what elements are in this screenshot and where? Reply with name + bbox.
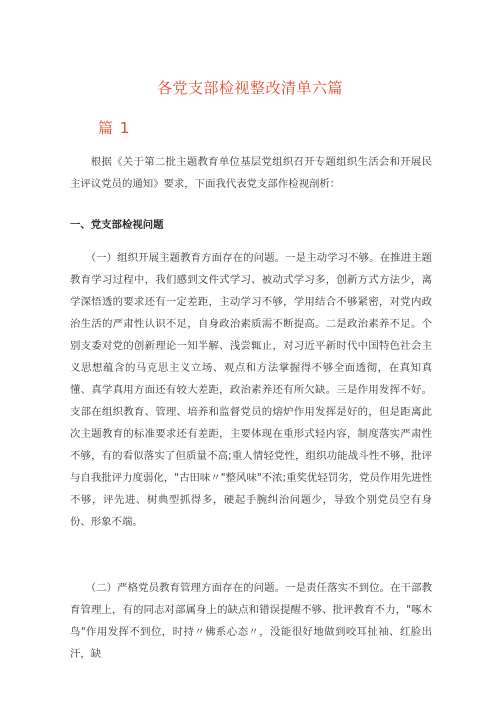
- section-label: 篇 1: [98, 119, 131, 137]
- body-paragraph: （二）严格党员教育管理方面存在的问题。一是责任落实不到位。在干部教育管理上，有的同志对部属身上的缺点和错误提醒不够、批评教育不力，"啄木鸟"作用发挥不到位，时持〃佛系心态〃，没能很好地做到咬耳扯袖、红脸出汗，缺: [70, 582, 432, 660]
- body-paragraph: （一）组织开展主题教育方面存在的问题。一是主动学习不够。在推进主题教育学习过程中，我们感到文件式学习、被动式学习多，创新方式方法少，离学深悟透的要求还有一定差距，主动学习不够，学用结合不够紧密，对党内政治生活的严肃性认识不足，自身政治素质需不断提高。二是政治素养不足。个别支委对党的创新理论一知半解、浅尝辄止，对习近平新时代中国特色社会主义思想蕴含的马克思主义立场、观点和方法掌握得不够全面透彻，在真知真懂、真学真用方面还有较大差距，政治素养还有所欠缺。三是作用发挥不好。支部在组织教育、管理、培养和监督党员的熔炉作用发挥是好的，但是距离此次主题教育的标准要求还有差距，主要体现在重形式轻内容，制度落实严肃性不够，有的看似落实了但质量不高;重人情轻党性，组织功能战斗性不够，批评与自我批评力度弱化，"古田味〃"整风味"不浓;重奖优轻罚劣，党员作用先进性不够，评先进、树典型抓得多，硬起手腕纠治问题少，导致个别党员空有身份、形象不端。: [70, 252, 432, 528]
- document-title: 各党支部检视整改清单六篇: [156, 79, 343, 97]
- intro-paragraph: 根据《关于第二批主题教育单位基层党组织召开专题组织生活会和开展民主评议党员的通知》要求，下面我代表党支部作检视剖析：: [70, 156, 432, 190]
- section-heading: 一、党支部检视问题: [70, 219, 164, 231]
